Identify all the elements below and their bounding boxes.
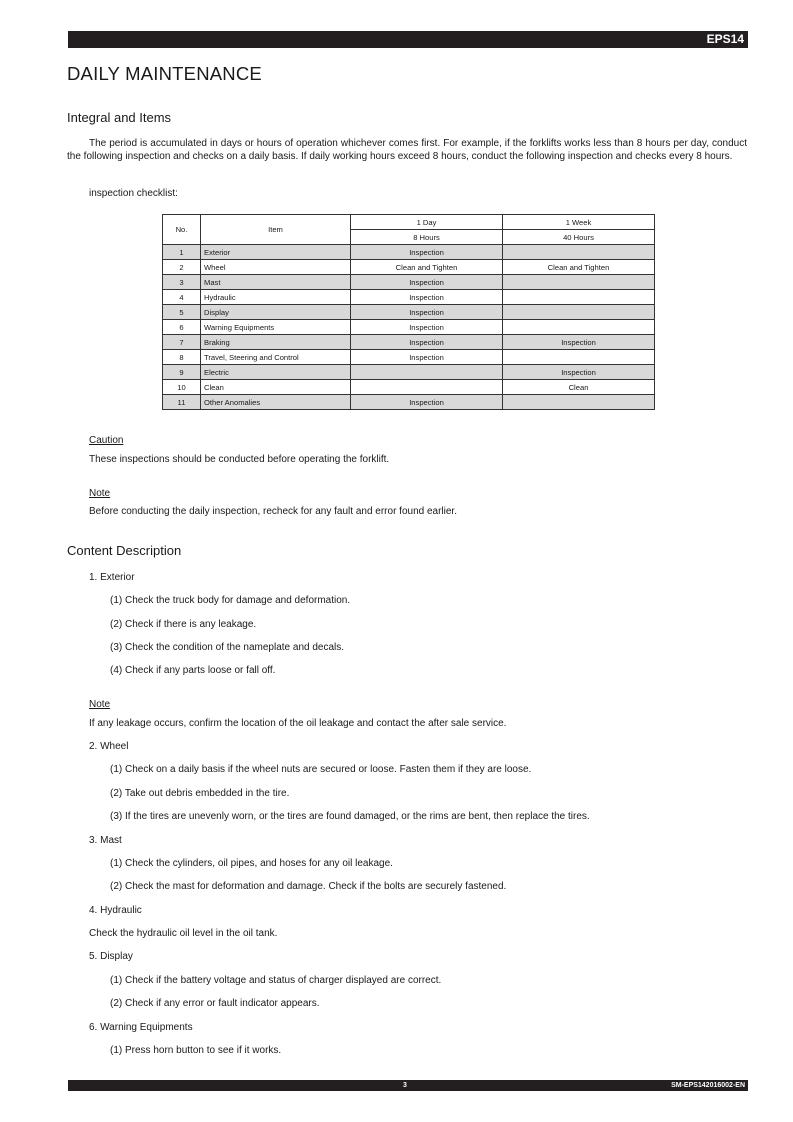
table-row bbox=[163, 245, 655, 260]
cell-week bbox=[503, 305, 655, 320]
cell-no: 2 bbox=[163, 260, 201, 275]
cell-week: Inspection bbox=[503, 365, 655, 380]
table-row bbox=[163, 290, 655, 305]
page-title: DAILY MAINTENANCE bbox=[67, 63, 262, 84]
cell-no: 6 bbox=[163, 320, 201, 335]
cell-item: Hydraulic bbox=[201, 290, 351, 305]
hydraulic-title: 4. Hydraulic bbox=[89, 905, 142, 916]
warning-title: 6. Warning Equipments bbox=[89, 1022, 193, 1033]
table-row bbox=[163, 275, 655, 290]
cell-item: Warning Equipments bbox=[201, 320, 351, 335]
cell-item: Clean bbox=[201, 380, 351, 395]
table-row bbox=[163, 335, 655, 350]
cell-day bbox=[351, 380, 503, 395]
model-label: EPS14 bbox=[706, 32, 744, 46]
warning-item: (1) Press horn button to see if it works. bbox=[110, 1045, 282, 1056]
cell-item: Exterior bbox=[201, 245, 351, 260]
cell-no: 5 bbox=[163, 305, 201, 320]
cell-day: Inspection bbox=[351, 395, 503, 410]
caution-text: These inspections should be conducted before operating the forklift. bbox=[89, 454, 390, 465]
cell-week: Inspection bbox=[503, 335, 655, 350]
note-text: If any leakage occurs, confirm the location of the oil leakage and contact the after sale service. bbox=[89, 718, 507, 729]
cell-day: Inspection bbox=[351, 350, 503, 365]
table-row bbox=[163, 365, 655, 380]
caution-label: Caution bbox=[89, 435, 124, 446]
cell-item: Braking bbox=[201, 335, 351, 350]
table-row bbox=[163, 380, 655, 395]
cell-day: Inspection bbox=[351, 335, 503, 350]
inspection-table bbox=[162, 214, 655, 410]
cell-no: 10 bbox=[163, 380, 201, 395]
table-row bbox=[163, 320, 655, 335]
cell-day: Inspection bbox=[351, 245, 503, 260]
cell-no: 8 bbox=[163, 350, 201, 365]
cell-item: Electric bbox=[201, 365, 351, 380]
table-row bbox=[163, 305, 655, 320]
wheel-title: 2. Wheel bbox=[89, 741, 129, 752]
footer-bar bbox=[68, 1080, 748, 1091]
cell-item: Travel, Steering and Control bbox=[201, 350, 351, 365]
hydraulic-text: Check the hydraulic oil level in the oil tank. bbox=[89, 928, 278, 939]
cell-week bbox=[503, 290, 655, 305]
exterior-item: (1) Check the truck body for damage and deformation. bbox=[110, 595, 351, 606]
cell-day: Inspection bbox=[351, 290, 503, 305]
exterior-item: (2) Check if there is any leakage. bbox=[110, 619, 257, 630]
cell-no: 9 bbox=[163, 365, 201, 380]
header-item: Item bbox=[201, 215, 351, 245]
wheel-item: (1) Check on a daily basis if the wheel nuts are secured or loose. Fasten them if they are loose. bbox=[110, 764, 532, 775]
cell-no: 7 bbox=[163, 335, 201, 350]
header-bar bbox=[68, 31, 748, 48]
cell-day: Inspection bbox=[351, 320, 503, 335]
display-item: (1) Check if the battery voltage and status of charger displayed are correct. bbox=[110, 975, 442, 986]
wheel-item: (3) If the tires are unevenly worn, or the tires are found damaged, or the rims are bent, then replace the tires. bbox=[110, 811, 590, 822]
table-header-row bbox=[163, 215, 655, 230]
cell-no: 11 bbox=[163, 395, 201, 410]
cell-week bbox=[503, 395, 655, 410]
cell-item: Display bbox=[201, 305, 351, 320]
table-row bbox=[163, 350, 655, 365]
mast-title: 3. Mast bbox=[89, 835, 122, 846]
page-number: 3 bbox=[403, 1082, 407, 1089]
note-label: Note bbox=[89, 699, 111, 710]
cell-item: Mast bbox=[201, 275, 351, 290]
cell-no: 4 bbox=[163, 290, 201, 305]
cell-week: Clean bbox=[503, 380, 655, 395]
display-title: 5. Display bbox=[89, 951, 133, 962]
intro-paragraph: The period is accumulated in days or hours of operation whichever comes first. For example, if the forklifts works less than 8 hours per day, conduct the following inspection and checks on a daily basis. If daily working hours exceed 8 hours, conduct the following inspection and checks every 8 hours. bbox=[67, 138, 747, 162]
cell-week bbox=[503, 320, 655, 335]
cell-day: Inspection bbox=[351, 305, 503, 320]
cell-day: Inspection bbox=[351, 275, 503, 290]
wheel-item: (2) Take out debris embedded in the tire. bbox=[110, 788, 290, 799]
section-heading-content: Content Description bbox=[67, 543, 182, 558]
header-day: 1 Day bbox=[351, 215, 503, 230]
document-id: SM-EPS142016002-EN bbox=[671, 1082, 745, 1089]
mast-item: (1) Check the cylinders, oil pipes, and hoses for any oil leakage. bbox=[110, 858, 393, 869]
cell-week bbox=[503, 350, 655, 365]
cell-no: 1 bbox=[163, 245, 201, 260]
display-item: (2) Check if any error or fault indicator appears. bbox=[110, 998, 320, 1009]
cell-week bbox=[503, 245, 655, 260]
header-week: 1 Week bbox=[503, 215, 655, 230]
section-heading-integral: Integral and Items bbox=[67, 110, 172, 125]
table-row bbox=[163, 395, 655, 410]
note-text: Before conducting the daily inspection, recheck for any fault and error found earlier. bbox=[89, 506, 457, 517]
cell-week bbox=[503, 275, 655, 290]
cell-item: Wheel bbox=[201, 260, 351, 275]
exterior-title: 1. Exterior bbox=[89, 572, 135, 583]
cell-no: 3 bbox=[163, 275, 201, 290]
header-no: No. bbox=[163, 215, 201, 245]
cell-day bbox=[351, 365, 503, 380]
cell-item: Other Anomalies bbox=[201, 395, 351, 410]
checklist-label: inspection checklist: bbox=[89, 188, 178, 199]
header-day-hours: 8 Hours bbox=[351, 230, 503, 245]
header-week-hours: 40 Hours bbox=[503, 230, 655, 245]
exterior-item: (3) Check the condition of the nameplate and decals. bbox=[110, 642, 345, 653]
mast-item: (2) Check the mast for deformation and damage. Check if the bolts are securely fastened. bbox=[110, 881, 507, 892]
cell-week: Clean and Tighten bbox=[503, 260, 655, 275]
exterior-item: (4) Check if any parts loose or fall off. bbox=[110, 665, 276, 676]
table-row bbox=[163, 260, 655, 275]
cell-day: Clean and Tighten bbox=[351, 260, 503, 275]
note-label: Note bbox=[89, 488, 111, 499]
